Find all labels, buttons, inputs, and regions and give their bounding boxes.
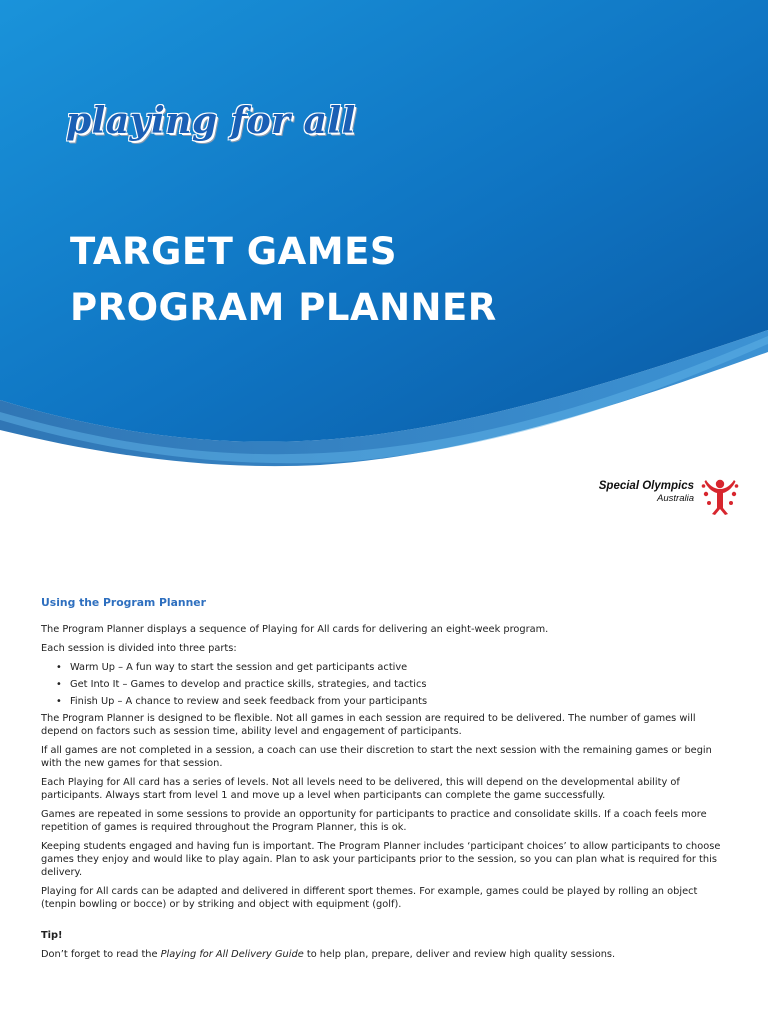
page-title [70,224,497,336]
paragraph-flexible: The Program Planner is designed to be flexible. Not all games in each session are required to be delivered. The number of games will depend on factors such as session time, ability level and engagement of participants. [41,713,696,737]
tip-text-after: to help plan, prepare, deliver and review high quality sessions. [303,949,616,960]
tip-text [41,948,731,961]
logo-name: Special Olympics [598,480,694,492]
list-item: • Finish Up – A chance to review and seek feedback from your participants [70,695,731,708]
paragraph-themes: Playing for All cards can be adapted and delivered in different sport themes. For example, games could be played by rolling an object (tenpin bowling or bocce) or by striking and object with equipment (golf). [41,886,698,910]
intro-paragraph: The Program Planner displays a sequence of Playing for All cards for delivering an eight-week program. [41,624,549,635]
parts-intro: Each session is divided into three parts: [41,643,237,654]
main-content [41,596,731,967]
tip-label: Tip! [41,930,63,941]
section-heading: Using the Program Planner [41,596,206,609]
special-olympics-logo [572,472,742,517]
title-line-1: TARGET GAMES [70,230,398,273]
paragraph-discretion: If all games are not completed in a session, a coach can use their discretion to start the next session with the remaining games or begin with the new games for that session. [41,745,712,769]
logo-country: Australia [657,493,694,504]
tip-text-before: Don’t forget to read the [41,949,161,960]
title-line-2: PROGRAM PLANNER [70,286,497,329]
logo-text [599,480,694,504]
session-parts-list [41,661,731,708]
brand-logo-text: playing for all [66,100,356,142]
paragraph-engagement: Keeping students engaged and having fun is important. The Program Planner includes ‘participant choices’ to allow participants to choose games they enjoy and would like to play again. Plan to ask your participants prior to the session, so you can plan what is required for this delivery. [41,841,721,878]
list-item: • Get Into It – Games to develop and practice skills, strategies, and tactics [70,678,731,691]
list-item: • Warm Up – A fun way to start the session and get participants active [70,661,731,674]
special-olympics-emblem-icon [700,472,740,516]
paragraph-repetition: Games are repeated in some sessions to provide an opportunity for participants to practice and consolidate skills. If a coach feels more repetition of games is required throughout the Program Planner, this is ok. [41,809,707,833]
delivery-guide-title: Playing for All Delivery Guide [160,949,304,960]
paragraph-levels: Each Playing for All card has a series of levels. Not all levels need to be delivered, this will depend on the developmental ability of participants. Always start from level 1 and move up a level when participants can complete the game successfully. [41,777,680,801]
